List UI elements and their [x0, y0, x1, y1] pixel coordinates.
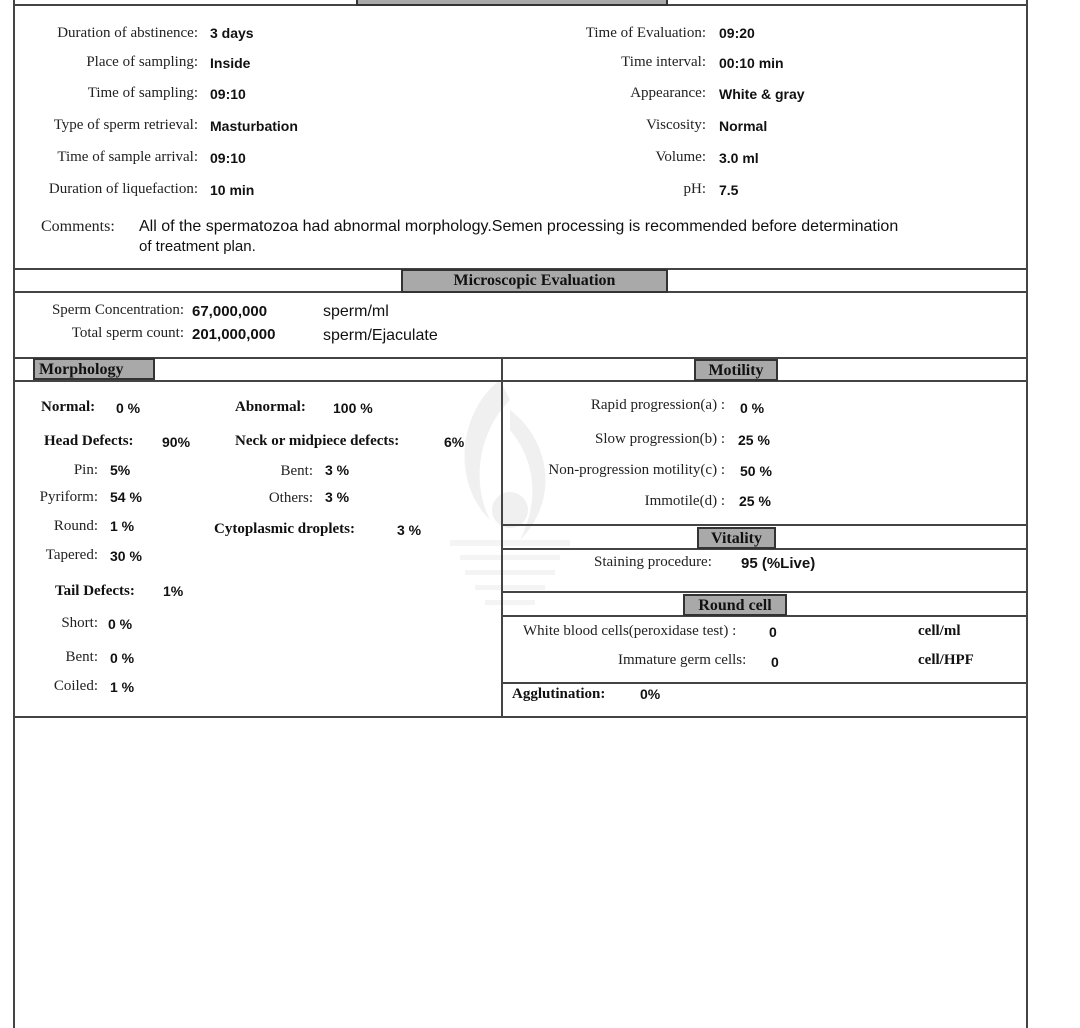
- tail-defects-label: Tail Defects:: [55, 583, 135, 599]
- slow-progression-label: Slow progression(b) :: [595, 431, 725, 447]
- type-retrieval-label: Type of sperm retrieval:: [53, 117, 198, 133]
- abnormal-label: Abnormal:: [235, 399, 306, 415]
- staining-procedure-value: 95 (%Live): [741, 555, 816, 572]
- immature-germ-value: 0: [771, 654, 779, 670]
- morphology-header: Morphology: [33, 358, 155, 380]
- duration-liquefaction-label: Duration of liquefaction:: [48, 181, 198, 197]
- immature-germ-label: Immature germ cells:: [618, 652, 747, 668]
- head-defects-value: 90%: [162, 434, 191, 450]
- comments-line-1: All of the spermatozoa had abnormal morphology.Semen processing is recommended before determination: [139, 218, 899, 235]
- immature-germ-unit: cell/HPF: [918, 652, 974, 668]
- motility-header: Motility: [694, 359, 778, 381]
- frame-right-border: [1026, 0, 1028, 1028]
- frame-left-border: [13, 0, 15, 1028]
- ph-label: pH:: [683, 181, 706, 197]
- neck-defects-value: 6%: [444, 434, 465, 450]
- time-arrival-value: 09:10: [210, 150, 246, 166]
- immotile-value: 25 %: [739, 493, 771, 509]
- short-value: 0 %: [108, 616, 133, 632]
- sperm-concentration-unit: sperm/ml: [323, 303, 389, 320]
- pin-label: Pin:: [73, 462, 98, 478]
- time-interval-label: Time interval:: [621, 54, 706, 70]
- appearance-label: Appearance:: [630, 85, 706, 101]
- non-progression-value: 50 %: [740, 463, 772, 479]
- staining-procedure-label: Staining procedure:: [594, 554, 712, 570]
- time-arrival-label: Time of sample arrival:: [57, 149, 198, 165]
- center-divider: [501, 357, 503, 717]
- coiled-label: Coiled:: [53, 678, 98, 694]
- pyriform-value: 54 %: [110, 489, 142, 505]
- viscosity-label: Viscosity:: [646, 117, 706, 133]
- agglutination-label: Agglutination:: [512, 686, 606, 702]
- rapid-progression-value: 0 %: [740, 400, 765, 416]
- bent-neck-label: Bent:: [280, 463, 313, 479]
- slow-progression-value: 25 %: [738, 432, 770, 448]
- total-sperm-count-unit: sperm/Ejaculate: [323, 327, 438, 344]
- tapered-value: 30 %: [110, 548, 142, 564]
- others-value: 3 %: [325, 489, 350, 505]
- morph-top-line: [13, 357, 1028, 359]
- vitality-top-line: [501, 524, 1028, 526]
- normal-value: 0 %: [116, 400, 141, 416]
- duration-liquefaction-value: 10 min: [210, 182, 255, 198]
- head-defects-label: Head Defects:: [44, 433, 134, 449]
- ph-value: 7.5: [719, 182, 739, 198]
- duration-abstinence-label: Duration of abstinence:: [57, 25, 198, 41]
- volume-label: Volume:: [655, 149, 706, 165]
- place-sampling-label: Place of sampling:: [86, 54, 198, 70]
- bent-neck-value: 3 %: [325, 462, 350, 478]
- volume-value: 3.0 ml: [719, 150, 759, 166]
- wbc-label: White blood cells(peroxidase test) :: [523, 623, 737, 639]
- place-sampling-value: Inside: [210, 55, 251, 71]
- time-evaluation-value: 09:20: [719, 25, 755, 41]
- appearance-value: White & gray: [719, 86, 805, 102]
- morph-header-bottom-line: [13, 380, 1028, 382]
- comments-label: Comments:: [41, 218, 115, 235]
- pin-value: 5%: [110, 462, 131, 478]
- cytoplasmic-label: Cytoplasmic droplets:: [214, 521, 355, 537]
- non-progression-label: Non-progression motility(c) :: [548, 462, 725, 478]
- normal-label: Normal:: [41, 399, 96, 415]
- immotile-label: Immotile(d) :: [644, 493, 725, 509]
- neck-defects-label: Neck or midpiece defects:: [235, 433, 400, 449]
- watermark-logo: [440, 370, 580, 620]
- agglutination-top-line: [501, 682, 1028, 684]
- time-sampling-value: 09:10: [210, 86, 246, 102]
- bent-tail-value: 0 %: [110, 650, 135, 666]
- top-header-tab: [356, 0, 668, 6]
- round-value: 1 %: [110, 518, 135, 534]
- rapid-progression-label: Rapid progression(a) :: [590, 397, 725, 413]
- comments-line-2: of treatment plan.: [139, 238, 256, 255]
- sperm-concentration-label: Sperm Concentration:: [51, 302, 184, 318]
- others-label: Others:: [268, 490, 313, 506]
- round-cell-header: Round cell: [683, 594, 787, 616]
- wbc-value: 0: [769, 624, 777, 640]
- wbc-unit: cell/ml: [918, 623, 961, 639]
- viscosity-value: Normal: [719, 118, 768, 134]
- abnormal-value: 100 %: [333, 400, 373, 416]
- agglutination-value: 0%: [640, 686, 661, 702]
- bent-tail-label: Bent:: [65, 649, 98, 665]
- section-bottom-line: [13, 716, 1028, 718]
- cytoplasmic-value: 3 %: [397, 522, 422, 538]
- short-label: Short:: [61, 615, 98, 631]
- pyriform-label: Pyriform:: [39, 489, 98, 505]
- microscopic-evaluation-header: Microscopic Evaluation: [401, 269, 668, 293]
- vitality-header: Vitality: [697, 527, 776, 549]
- type-retrieval-value: Masturbation: [210, 118, 298, 134]
- round-label: Round:: [53, 518, 98, 534]
- tapered-label: Tapered:: [45, 547, 98, 563]
- round-cell-top-line: [501, 591, 1028, 593]
- total-sperm-count-label: Total sperm count:: [71, 325, 184, 341]
- time-evaluation-label: Time of Evaluation:: [585, 25, 706, 41]
- coiled-value: 1 %: [110, 679, 135, 695]
- time-interval-value: 00:10 min: [719, 55, 784, 71]
- total-sperm-count-value: 201,000,000: [192, 326, 276, 343]
- time-sampling-label: Time of sampling:: [87, 85, 198, 101]
- sperm-concentration-value: 67,000,000: [192, 303, 268, 320]
- tail-defects-value: 1%: [163, 583, 184, 599]
- duration-abstinence-value: 3 days: [210, 25, 254, 41]
